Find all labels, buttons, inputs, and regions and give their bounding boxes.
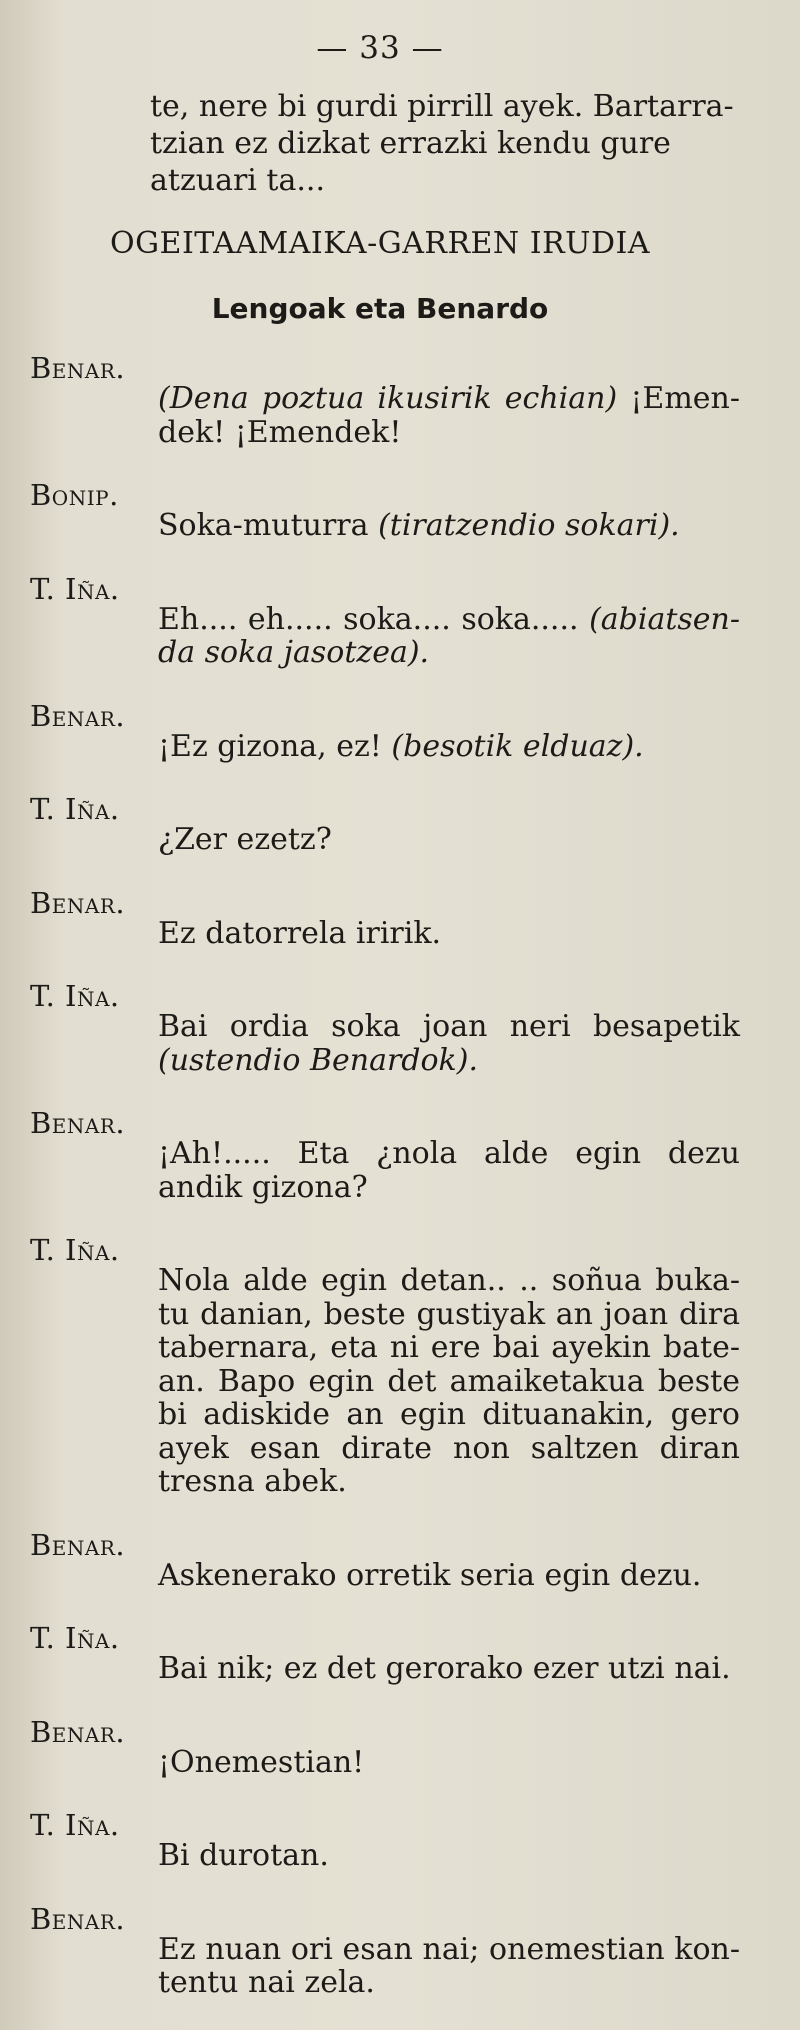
speech: Eh.... eh..... soka.... soka..... (abiatsen- da soka jasotzea).: [158, 601, 740, 670]
dialogue-line: [30, 479, 740, 573]
dialogue-line: [30, 573, 740, 700]
speech: ¡Ez gizona, ez! (besotik elduaz).: [158, 728, 644, 764]
speech: (Dena poztua ikusirik echian) ¡Emen- dek! ¡Emendek!: [158, 381, 740, 450]
speaker: Benar.: [30, 1527, 126, 1562]
dialogue-line: [30, 1622, 740, 1716]
stage-direction: (tiratzendio sokari).: [378, 508, 680, 543]
speech: Bai nik; ez det gerorako ezer utzi nai.: [158, 1651, 731, 1686]
dialogue-line: [30, 1107, 740, 1234]
speech: ¡Ah!..... Eta ¿nola alde egin dezu andik gizona?: [158, 1136, 740, 1205]
stage-direction: (abiatsen- da soka jasotzea).: [158, 601, 740, 670]
dialogue-line: [30, 1809, 740, 1903]
speech: Bai ordia soka joan neri besapetik (ustendio Benardok).: [158, 1009, 740, 1078]
chapter-title: OGEITAAMAIKA-GARREN IRUDIA: [109, 226, 651, 261]
dialogue-line: [30, 887, 740, 981]
speaker: T. Iña.: [30, 571, 120, 606]
speaker: Benar.: [30, 1106, 126, 1140]
dialogue-line: [30, 1903, 740, 2030]
dialogue-line: [30, 793, 740, 887]
stage-direction: (ustendio Benardok).: [158, 1042, 478, 1078]
speech: ¿Zer ezetz?: [158, 822, 332, 857]
speaker: T. Iña.: [30, 979, 120, 1013]
intro-paragraph: te, nere bi gurdi pirrill ayek. Bartarra- tzian ez dizkat errazki kendu gure atzuari ta...: [150, 89, 734, 198]
speaker: Benar.: [30, 698, 126, 733]
dialogue-line: [30, 352, 740, 479]
speech: Nola alde egin detan.. .. soñua buka- tu danian, beste gustiyak an joan dira tabernara, eta ni ere bai ayekin bate- an. Bapo egin det amaiketakua beste bi adiskide an egin dituanakin, gero ayek esan dirate non saltzen diran tresna abek.: [158, 1263, 740, 1499]
speech: Askenerako orretik seria egin dezu.: [158, 1557, 702, 1593]
speaker: T. Iña.: [30, 1233, 120, 1267]
page-number: — 33 —: [316, 30, 444, 66]
speaker: Benar.: [30, 1714, 126, 1749]
speaker: T. Iña.: [30, 1621, 120, 1655]
dialogue-line: [30, 1716, 740, 1810]
dialogue-line: [30, 1234, 740, 1529]
speech: Soka-muturra (tiratzendio sokari).: [158, 508, 680, 543]
dialogue-line: [30, 980, 740, 1107]
speaker: Benar.: [30, 885, 126, 920]
dialogue: [30, 352, 740, 2030]
speech: ¡Onemestian!: [158, 1744, 365, 1780]
scene-subtitle: Lengoak eta Benardo: [211, 292, 549, 325]
stage-direction: (Dena poztua ikusirik echian): [158, 381, 618, 416]
speaker: Bonip.: [30, 478, 119, 512]
speech: Ez datorrela iririk.: [158, 915, 442, 951]
stage-direction: (besotik elduaz).: [391, 728, 644, 764]
speech: Ez nuan ori esan nai; onemestian kon- tentu nai zela.: [158, 1931, 740, 2000]
speech: Bi durotan.: [158, 1838, 329, 1873]
speaker: T. Iña.: [30, 1808, 120, 1842]
speaker: Benar.: [30, 1901, 126, 1936]
dialogue-line: [30, 1529, 740, 1623]
speaker: Benar.: [30, 351, 126, 385]
speaker: T. Iña.: [30, 792, 120, 826]
dialogue-line: [30, 700, 740, 794]
